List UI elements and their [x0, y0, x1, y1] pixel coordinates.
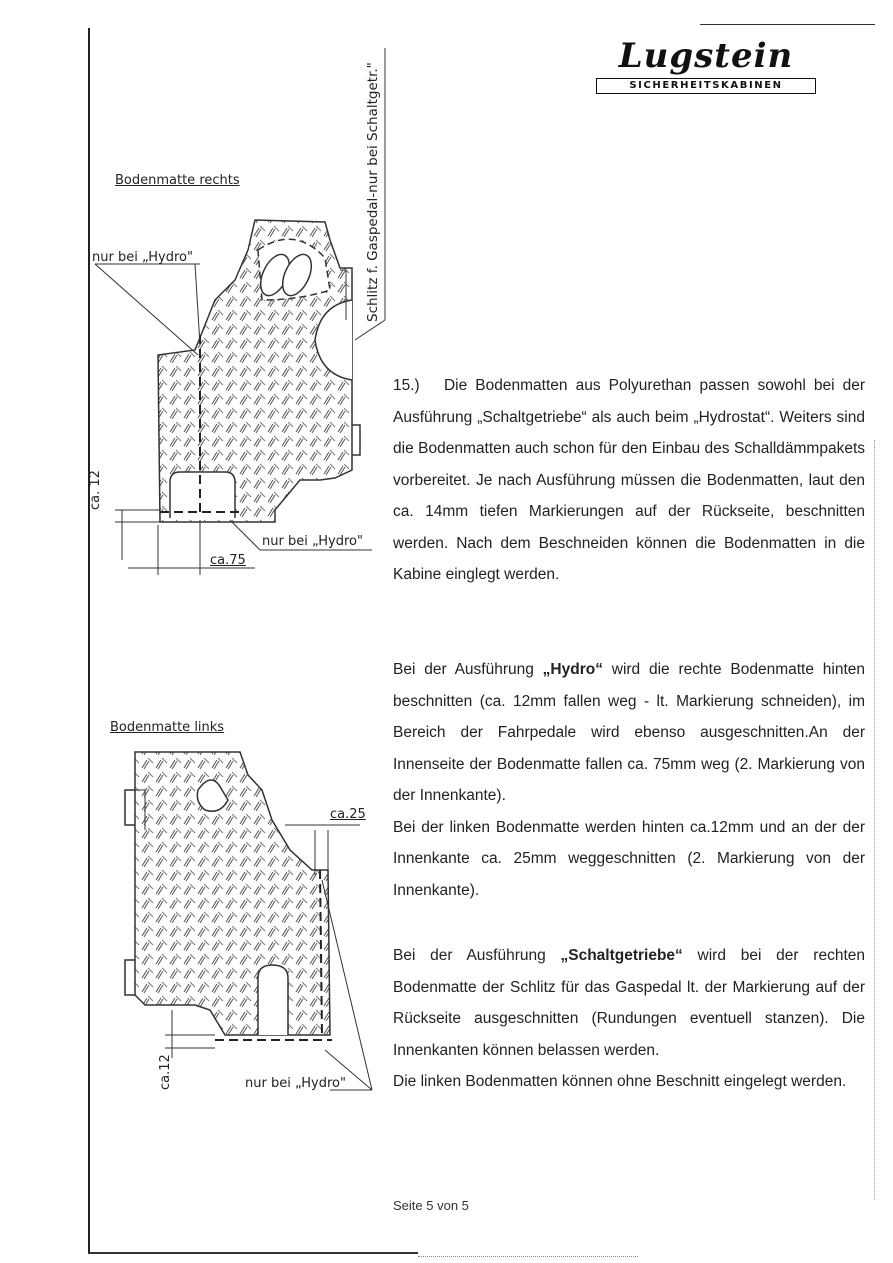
left-floor-mat	[125, 752, 372, 1090]
item-number: 15.)	[393, 377, 420, 394]
paragraph-schaltgetriebe	[393, 940, 865, 1098]
dim-ca12-right: ca. 12	[88, 470, 103, 510]
paragraph-1-text: Die Bodenmatten aus Polyurethan passen sowohl bei der Ausführung „Schaltgetriebe“ als auch beim „Hydrostat“. Weiters sind die Bodenmatten auch schon für den Einbau des Schalldämmpakets vorbereitet. Je nach Ausführung müssen die Bodenmatten, laut den ca. 14mm tiefen Markierungen auf der Rückseite, beschnitten werden. Nach dem Beschneiden können die Bodenmatten in die Kabine einglegt werden.	[393, 377, 866, 583]
paragraph-2-pre: Bei der Ausführung	[393, 661, 543, 678]
paragraph-15	[393, 370, 865, 591]
paragraph-2-post: wird die rechte Bodenmatte hinten beschnitten (ca. 12mm fallen weg - lt. Markierung schneiden), im Bereich der Fahrpedale wird ebenso ausgeschnitten.An der Innenseite der Bodenmatte fallen ca. 75mm weg (2. Markierung von der Innenkante).	[393, 661, 865, 804]
paragraph-4-post: wird bei der rechten Bodenmatte der Schlitz für das Gaspedal lt. der Markierung auf der Rückseite ausgeschnitten (Rundungen eventuell stanzen). Die Innenkanten können belassen werden.	[393, 947, 865, 1059]
paragraph-5: Die linken Bodenmatten können ohne Beschnitt eingelegt werden.	[393, 1073, 847, 1090]
dim-ca12-left: ca.12	[158, 1054, 173, 1090]
paragraph-2-bold: „Hydro“	[542, 661, 603, 678]
right-mat-title: Bodenmatte rechts	[115, 173, 240, 188]
dim-ca25: ca.25	[330, 807, 366, 822]
hydro-note-left: nur bei „Hydro"	[245, 1076, 346, 1091]
paragraph-3: Bei der linken Bodenmatte werden hinten ca.12mm und an der der Innenkante ca. 25mm weggeschnitten (2. Markierung von der Innenkante).	[393, 818, 865, 899]
logo-subtitle: SICHERHEITSKABINEN	[596, 78, 816, 94]
vertical-slot-note: Schlitz f. Gaspedal-nur bei Schaltgetr."	[365, 62, 381, 322]
paragraph-4-pre: Bei der Ausführung	[393, 947, 561, 964]
hydro-note-right-bottom: nur bei „Hydro"	[262, 534, 363, 549]
paragraph-4-bold: „Schaltgetriebe“	[560, 947, 683, 964]
dim-ca75: ca.75	[210, 553, 246, 568]
logo-wordmark: Lugstein	[618, 36, 794, 76]
hydro-note-right-top: nur bei „Hydro"	[92, 250, 193, 265]
page-number: Seite 5 von 5	[393, 1198, 469, 1213]
right-floor-mat	[95, 48, 385, 575]
paragraph-hydro	[393, 654, 865, 906]
left-mat-title: Bodenmatte links	[110, 720, 225, 735]
